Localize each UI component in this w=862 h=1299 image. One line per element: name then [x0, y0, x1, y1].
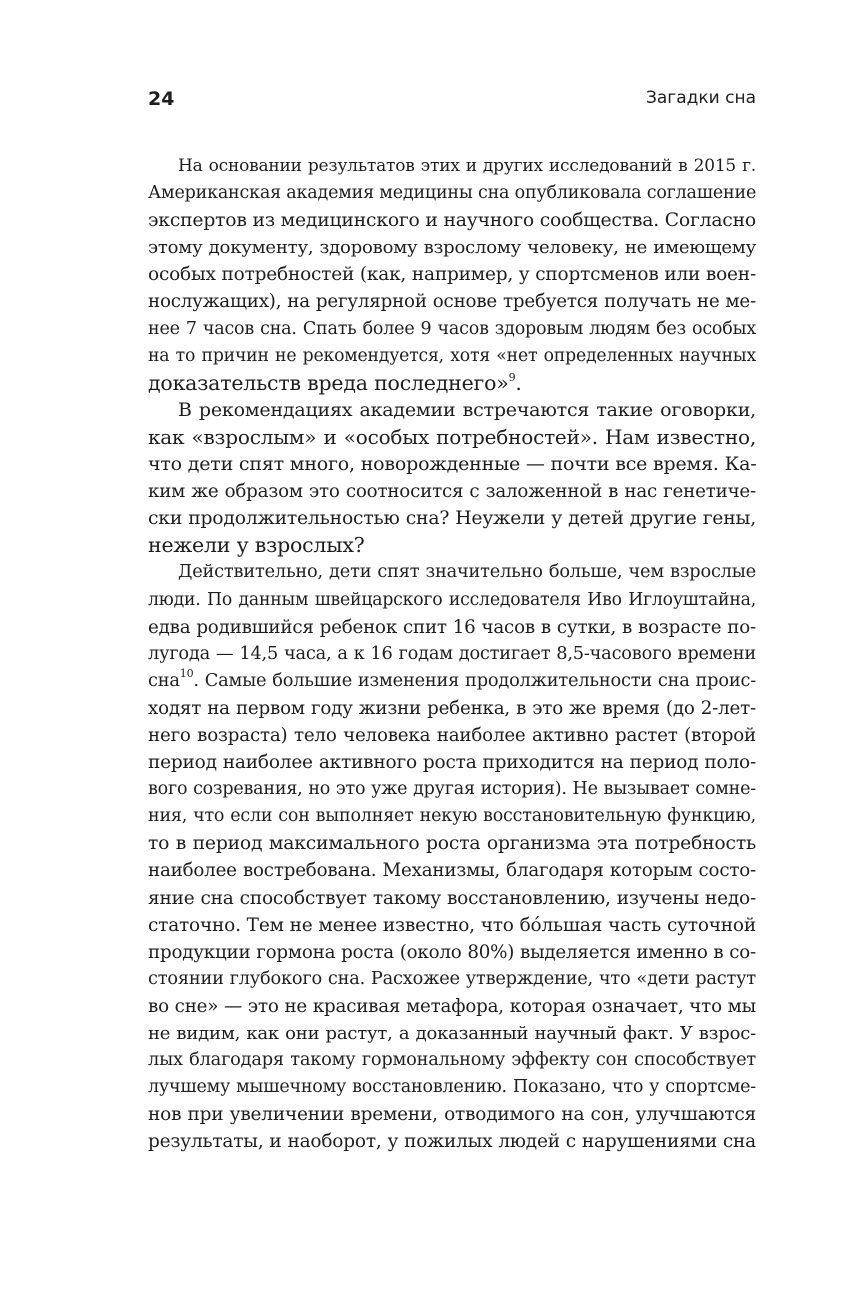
text-line: ски продолжительностью сна? Неужели у детей другие гены, — [148, 508, 756, 530]
body-text — [148, 153, 756, 1155]
text-line: Американская академия медицины сна опубликовала соглашение — [148, 183, 756, 204]
text-line: лучшему мышечному восстановлению. Показано, что у спортсме- — [148, 1077, 756, 1098]
text-line: В рекомендациях академии встречаются такие оговорки, — [178, 398, 756, 421]
running-head: Загадки сна — [645, 88, 756, 108]
text-line: во сне» — это не красивая метафора, которая означает, что мы — [148, 995, 756, 1017]
text-line: продукции гормона роста (около 80%) выделяется именно в со- — [148, 941, 756, 963]
text-line: ким же образом это соотносится с заложенной в нас генетиче- — [148, 481, 756, 503]
text-line: нежели у взрослых? — [148, 533, 365, 558]
text-line: нов при увеличении времени, отводимого на сон, улучшаются — [148, 1104, 756, 1126]
text-line: этому документу, здоровому взрослому человеку, не имеющему — [148, 237, 756, 259]
footnote-ref: 10 — [179, 667, 194, 680]
text-line: него возраста) тело человека наиболее активно растет (второй — [148, 724, 756, 746]
text-line — [148, 370, 756, 397]
text-line: люди. По данным швейцарского исследователя Иво Иглоуштайна, — [148, 589, 756, 610]
text-line: наиболее востребована. Механизмы, благодаря которым состо- — [148, 860, 756, 882]
text-line: лых благодаря такому гормональному эффекту сон способствует — [148, 1050, 756, 1071]
footnote-ref: 9 — [508, 370, 516, 384]
text-line: не видим, как они растут, а доказанный научный факт. У взрос- — [148, 1023, 756, 1044]
paragraph — [148, 559, 756, 1155]
page-number: 24 — [148, 88, 175, 110]
text-line: на то причин не рекомендуется, хотя «нет определенных научных — [148, 345, 756, 366]
text-line: нее 7 часов сна. Спать более 9 часов здоровым людям без особых — [148, 318, 756, 339]
text-line: результаты, и наоборот, у пожилых людей с нарушениями сна — [148, 1131, 756, 1153]
text-line — [148, 668, 756, 695]
text-fragment: доказательств вреда последнего» — [148, 370, 509, 395]
paragraph — [148, 153, 756, 397]
text-line: Действительно, дети спят значительно больше, чем взрослые — [178, 562, 756, 583]
text-line: как «взрослым» и «особых потребностей». Нам известно, — [148, 424, 756, 449]
text-line: яние сна способствует такому восстановлению, изучены недо- — [148, 887, 756, 909]
text-line: особых потребностей (как, например, у спортсменов или воен- — [148, 264, 756, 286]
paragraph — [148, 397, 756, 560]
text-line: нослужащих), на регулярной основе требуется получать не ме- — [148, 291, 756, 313]
text-fragment: сна — [148, 670, 180, 691]
text-line: экспертов из медицинского и научного сообщества. Согласно — [148, 210, 756, 232]
text-line: что дети спят много, новорожденные — почти все время. Ка- — [148, 453, 756, 476]
text-line: едва родившийся ребенок спит 16 часов в сутки, в возрасте по- — [148, 616, 756, 638]
text-line: стоянии глубокого сна. Расхожее утверждение, что «дети растут — [148, 968, 756, 989]
text-line: период наиболее активного роста приходится на период поло- — [148, 752, 756, 774]
text-line: лугода — 14,5 часа, а к 16 годам достигает 8,5-часового времени — [148, 643, 756, 664]
text-line: На основании результатов этих и других исследований в 2015 г. — [178, 156, 756, 176]
text-line: ния, что если сон выполняет некую восстановительную функцию, — [148, 806, 756, 827]
text-line: ходят на первом году жизни ребенка, в это же время (до 2-лет- — [148, 697, 756, 719]
page-header — [148, 88, 756, 112]
text-line: статочно. Тем не менее известно, что бо́льшая часть суточной — [148, 914, 756, 936]
text-fragment: . Самые большие изменения продолжительности сна проис- — [193, 670, 756, 691]
text-line: то в период максимального роста организма эта потребность — [148, 833, 756, 855]
text-fragment: . — [515, 370, 522, 395]
text-line: вого созревания, но это уже другая история). Не вызывает сомне- — [148, 779, 756, 800]
